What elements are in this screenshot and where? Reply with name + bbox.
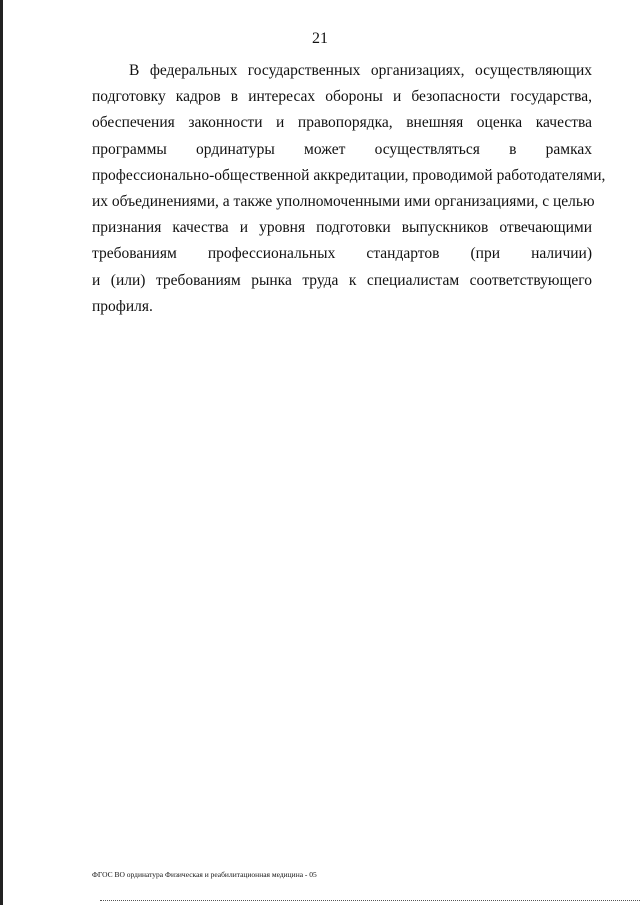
paragraph-line: профиля.: [92, 297, 153, 315]
scan-edge-left: [0, 0, 3, 905]
paragraph-line: требованиям профессиональных стандартов (при наличии): [92, 245, 592, 263]
paragraph-line: В федеральных государственных организациях, осуществляющих: [129, 62, 592, 79]
paragraph-line: программы ординатуры может осуществляться в рамках: [92, 140, 592, 158]
page-footer: ФГОС ВО ординатура Физическая и реабилитационная медицина - 05: [92, 870, 317, 879]
paragraph-line: и (или) требованиям рынка труда к специалистам соответствующего: [92, 271, 592, 289]
paragraph-line: профессионально-общественной аккредитации, проводимой работодателями,: [92, 166, 606, 184]
scan-edge-bottom: [100, 900, 640, 901]
paragraph-line: их объединениями, а также уполномоченными ими организациями, с целью: [92, 192, 595, 210]
page-number: 21: [312, 30, 328, 47]
paragraph-line: подготовку кадров в интересах обороны и безопасности государства,: [92, 88, 592, 106]
body-paragraph: [92, 58, 606, 320]
paragraph-line: обеспечения законности и правопорядка, внешняя оценка качества: [92, 114, 592, 132]
paragraph-line: признания качества и уровня подготовки выпускников отвечающими: [92, 219, 592, 237]
